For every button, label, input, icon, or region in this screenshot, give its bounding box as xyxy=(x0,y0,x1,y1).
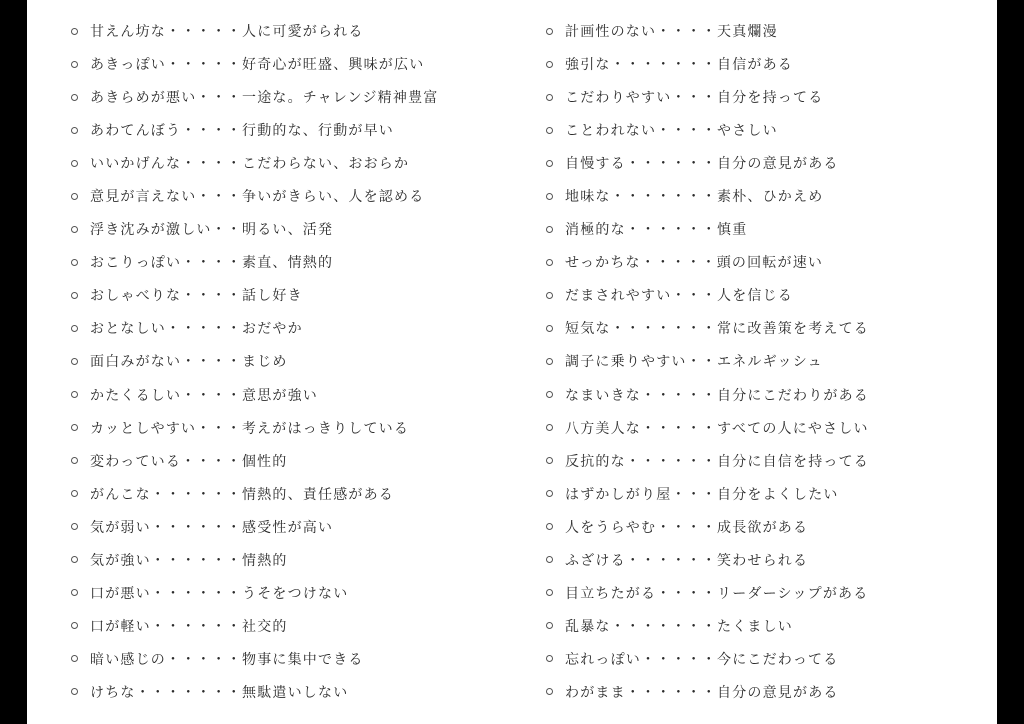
list-item-text: ふざける・・・・・・笑わせられる xyxy=(565,552,809,569)
list-item-text: あわてんぼう・・・・行動的な、行動が早い xyxy=(90,123,394,140)
circle-bullet-icon xyxy=(71,259,78,266)
list-item-text: 浮き沈みが激しい・・明るい、活発 xyxy=(90,222,334,239)
list-item-text: 消極的な・・・・・・慎重 xyxy=(565,222,748,239)
list-item-text: 人をうらやむ・・・・成長欲がある xyxy=(565,519,809,536)
list-item xyxy=(546,477,986,510)
list-item xyxy=(71,213,511,246)
circle-bullet-icon xyxy=(546,259,553,266)
right-column-list xyxy=(546,0,986,708)
list-item-text: ことわれない・・・・やさしい xyxy=(565,123,778,140)
list-item xyxy=(546,609,986,642)
circle-bullet-icon xyxy=(546,622,553,629)
list-item xyxy=(546,81,986,114)
circle-bullet-icon xyxy=(71,655,78,662)
circle-bullet-icon xyxy=(546,490,553,497)
circle-bullet-icon xyxy=(71,688,78,695)
circle-bullet-icon xyxy=(71,523,78,530)
list-item xyxy=(71,114,511,147)
list-item xyxy=(71,444,511,477)
list-item-text: 強引な・・・・・・・自信がある xyxy=(565,57,793,74)
list-item-text: 面白みがない・・・・まじめ xyxy=(90,354,288,371)
list-item-text: あきらめが悪い・・・一途な。チャレンジ精神豊富 xyxy=(90,90,439,107)
list-item xyxy=(546,675,986,708)
list-item-text: カッとしやすい・・・考えがはっきりしている xyxy=(90,420,410,437)
list-item-text: 調子に乗りやすい・・エネルギッシュ xyxy=(565,354,823,371)
circle-bullet-icon xyxy=(546,556,553,563)
list-item-text: 自慢する・・・・・・自分の意見がある xyxy=(565,156,839,173)
list-item xyxy=(546,411,986,444)
circle-bullet-icon xyxy=(546,589,553,596)
list-item-text: 八方美人な・・・・・すべての人にやさしい xyxy=(565,420,869,437)
list-item xyxy=(546,147,986,180)
list-item-text: 口が悪い・・・・・・うそをつけない xyxy=(90,585,349,602)
circle-bullet-icon xyxy=(546,226,553,233)
circle-bullet-icon xyxy=(71,325,78,332)
circle-bullet-icon xyxy=(71,391,78,398)
circle-bullet-icon xyxy=(546,292,553,299)
list-item-text: おとなしい・・・・・おだやか xyxy=(90,321,303,338)
list-item xyxy=(71,81,511,114)
list-item-text: 忘れっぽい・・・・・今にこだわってる xyxy=(565,651,839,668)
list-item xyxy=(71,345,511,378)
list-item xyxy=(71,48,511,81)
list-item-text: あきっぽい・・・・・好奇心が旺盛、興味が広い xyxy=(90,57,425,74)
list-item-text: こだわりやすい・・・自分を持ってる xyxy=(565,90,824,107)
list-item-text: せっかちな・・・・・頭の回転が速い xyxy=(565,255,824,272)
document-page xyxy=(27,0,997,724)
list-item-text: 甘えん坊な・・・・・人に可愛がられる xyxy=(90,24,364,41)
left-column-list xyxy=(71,0,511,708)
list-item xyxy=(546,444,986,477)
circle-bullet-icon xyxy=(546,655,553,662)
circle-bullet-icon xyxy=(71,160,78,167)
list-item-text: おしゃべりな・・・・話し好き xyxy=(90,288,303,305)
circle-bullet-icon xyxy=(71,358,78,365)
list-item xyxy=(71,543,511,576)
circle-bullet-icon xyxy=(71,94,78,101)
list-item xyxy=(546,15,986,48)
list-item xyxy=(546,543,986,576)
circle-bullet-icon xyxy=(546,160,553,167)
circle-bullet-icon xyxy=(546,61,553,68)
list-item-text: 気が弱い・・・・・・感受性が高い xyxy=(90,519,334,536)
list-item-text: なまいきな・・・・・自分にこだわりがある xyxy=(565,387,869,404)
list-item xyxy=(546,378,986,411)
list-item xyxy=(71,477,511,510)
list-item xyxy=(546,180,986,213)
circle-bullet-icon xyxy=(71,490,78,497)
circle-bullet-icon xyxy=(71,193,78,200)
list-item-text: 短気な・・・・・・・常に改善策を考えてる xyxy=(565,321,869,338)
list-item-text: 乱暴な・・・・・・・たくましい xyxy=(565,618,793,635)
list-item xyxy=(546,114,986,147)
list-item xyxy=(71,576,511,609)
list-item xyxy=(71,675,511,708)
list-item xyxy=(546,345,986,378)
list-item xyxy=(71,411,511,444)
circle-bullet-icon xyxy=(546,28,553,35)
list-item xyxy=(546,213,986,246)
circle-bullet-icon xyxy=(71,292,78,299)
list-item-text: けちな・・・・・・・無駄遣いしない xyxy=(90,684,349,701)
list-item xyxy=(71,246,511,279)
circle-bullet-icon xyxy=(546,94,553,101)
circle-bullet-icon xyxy=(546,424,553,431)
circle-bullet-icon xyxy=(71,457,78,464)
circle-bullet-icon xyxy=(71,556,78,563)
list-item xyxy=(546,279,986,312)
list-item xyxy=(71,147,511,180)
circle-bullet-icon xyxy=(546,457,553,464)
list-item xyxy=(71,312,511,345)
list-item-text: 反抗的な・・・・・・自分に自信を持ってる xyxy=(565,453,869,470)
circle-bullet-icon xyxy=(71,622,78,629)
circle-bullet-icon xyxy=(71,589,78,596)
circle-bullet-icon xyxy=(71,61,78,68)
list-item-text: 口が軽い・・・・・・社交的 xyxy=(90,618,288,635)
circle-bullet-icon xyxy=(71,424,78,431)
list-item xyxy=(71,609,511,642)
list-item-text: 目立ちたがる・・・・リーダーシップがある xyxy=(565,585,869,602)
circle-bullet-icon xyxy=(546,391,553,398)
list-item-text: 気が強い・・・・・・情熱的 xyxy=(90,552,288,569)
list-item-text: 暗い感じの・・・・・物事に集中できる xyxy=(90,651,364,668)
list-item xyxy=(71,279,511,312)
list-item-text: おこりっぽい・・・・素直、情熱的 xyxy=(90,255,334,272)
list-item-text: 変わっている・・・・個性的 xyxy=(90,453,288,470)
list-item-text: 計画性のない・・・・天真爛漫 xyxy=(565,24,778,41)
list-item xyxy=(546,48,986,81)
list-item xyxy=(71,378,511,411)
list-item xyxy=(546,576,986,609)
circle-bullet-icon xyxy=(546,358,553,365)
circle-bullet-icon xyxy=(546,193,553,200)
circle-bullet-icon xyxy=(71,127,78,134)
list-item-text: 地味な・・・・・・・素朴、ひかえめ xyxy=(565,189,824,206)
list-item xyxy=(71,510,511,543)
circle-bullet-icon xyxy=(546,523,553,530)
list-item-text: かたくるしい・・・・意思が強い xyxy=(90,387,318,404)
list-item-text: がんこな・・・・・・情熱的、責任感がある xyxy=(90,486,394,503)
list-item-text: だまされやすい・・・人を信じる xyxy=(565,288,793,305)
circle-bullet-icon xyxy=(546,688,553,695)
list-item xyxy=(546,642,986,675)
list-item xyxy=(546,312,986,345)
list-item-text: 意見が言えない・・・争いがきらい、人を認める xyxy=(90,189,425,206)
list-item xyxy=(71,15,511,48)
list-item xyxy=(71,642,511,675)
circle-bullet-icon xyxy=(546,325,553,332)
list-item xyxy=(546,510,986,543)
circle-bullet-icon xyxy=(71,28,78,35)
list-item-text: いいかげんな・・・・こだわらない、おおらか xyxy=(90,156,410,173)
list-item xyxy=(546,246,986,279)
list-item-text: わがまま・・・・・・自分の意見がある xyxy=(565,684,839,701)
list-item xyxy=(71,180,511,213)
circle-bullet-icon xyxy=(71,226,78,233)
circle-bullet-icon xyxy=(546,127,553,134)
list-item-text: はずかしがり屋・・・自分をよくしたい xyxy=(565,486,839,503)
